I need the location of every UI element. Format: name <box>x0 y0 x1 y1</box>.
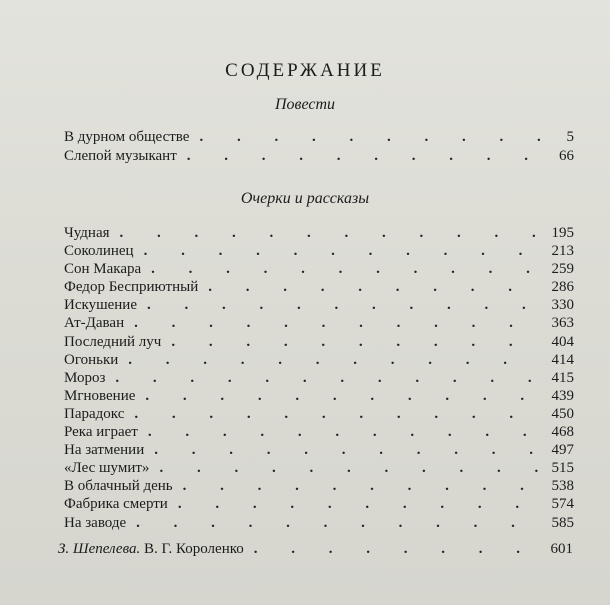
toc-entry[interactable] <box>64 459 574 477</box>
dot-leader <box>134 242 540 260</box>
toc-entry[interactable] <box>64 477 574 495</box>
dot-leader <box>177 147 540 166</box>
toc-entry-title: Слепой музыкант <box>64 148 177 164</box>
toc-entry-page: 574 <box>551 496 574 513</box>
toc-entry-title: Сон Макара <box>64 261 142 278</box>
dot-leader <box>105 369 540 387</box>
section-heading-ocherki: Очерки и рассказы <box>240 190 370 207</box>
toc-entry-page: 450 <box>551 405 574 422</box>
dot-leader <box>135 387 540 405</box>
toc-entry-title: Парадокс <box>64 405 125 422</box>
afterword-subject: В. Г. Короленко <box>144 541 244 557</box>
dot-leader <box>126 514 540 532</box>
dot-leader <box>173 477 540 495</box>
toc-entry[interactable] <box>64 423 574 441</box>
toc-entry-page: 538 <box>551 478 574 495</box>
toc-entry-page: 468 <box>551 424 574 441</box>
dot-leader <box>168 495 540 513</box>
toc-entry-page: 415 <box>551 369 574 386</box>
toc-entry-title: Искушение <box>64 297 137 314</box>
dot-leader <box>141 260 540 278</box>
toc-entry[interactable] <box>64 260 574 278</box>
toc-entry-page: 259 <box>551 261 574 278</box>
dot-leader <box>161 333 540 351</box>
toc-entry[interactable] <box>64 224 574 242</box>
toc-entry-page: 414 <box>551 351 574 368</box>
dot-leader <box>144 441 540 459</box>
toc-entry-title: В дурном обществе <box>64 129 190 145</box>
afterword-author: З. Шепелева. <box>58 541 141 557</box>
toc-entry-page: 497 <box>551 442 574 459</box>
toc-entry-title: Огоньки <box>64 351 119 368</box>
toc-entry-title: Мгновение <box>64 387 136 404</box>
toc-entry-page: 439 <box>551 387 574 404</box>
toc-entry[interactable] <box>64 441 574 459</box>
page-title: СОДЕРЖАНИЕ <box>225 60 385 81</box>
toc-entry[interactable] <box>64 242 574 260</box>
toc-entry-afterword[interactable] <box>58 540 573 559</box>
toc-entry[interactable] <box>64 514 574 532</box>
toc-entry-title: Мороз <box>64 369 106 386</box>
toc-entry[interactable] <box>64 314 574 332</box>
dot-leader <box>149 459 540 477</box>
toc-entry-title: Последний луч <box>64 333 162 350</box>
toc-entry-page: 585 <box>551 514 574 531</box>
afterword-title <box>58 540 244 559</box>
toc-entry[interactable] <box>64 369 574 387</box>
toc-entry[interactable] <box>64 405 574 423</box>
dot-leader <box>118 351 540 369</box>
dot-leader <box>189 128 540 147</box>
afterword-page: 601 <box>550 541 573 557</box>
toc-entry[interactable] <box>64 147 574 166</box>
toc-entry[interactable] <box>64 333 574 351</box>
toc-list-povesti <box>64 128 574 166</box>
dot-leader <box>110 224 540 242</box>
toc-entry-title: «Лес шумит» <box>64 460 150 477</box>
toc-entry-title: Ат-Даван <box>64 315 125 332</box>
toc-entry-title: Федор Бесприютный <box>64 279 199 296</box>
dot-leader <box>124 314 540 332</box>
toc-list-ocherki <box>64 224 574 532</box>
dot-leader <box>124 405 540 423</box>
toc-entry[interactable] <box>64 278 574 296</box>
toc-entry-page: 66 <box>559 148 574 164</box>
toc-entry-page: 213 <box>551 243 574 260</box>
toc-entry-page: 363 <box>551 315 574 332</box>
toc-entry-page: 286 <box>551 279 574 296</box>
toc-entry[interactable] <box>64 296 574 314</box>
dot-leader <box>137 296 540 314</box>
toc-entry[interactable] <box>64 387 574 405</box>
toc-entry-title: В облачный день <box>64 478 173 495</box>
toc-entry-page: 195 <box>551 225 574 241</box>
toc-entry-page: 330 <box>551 297 574 314</box>
toc-entry[interactable] <box>64 495 574 513</box>
section-heading-povesti: Повести <box>274 96 336 113</box>
toc-entry-title: Соколинец <box>64 243 134 260</box>
dot-leader <box>244 540 539 559</box>
toc-afterword <box>58 540 573 559</box>
toc-entry-title: На затмении <box>64 442 145 459</box>
dot-leader <box>138 423 540 441</box>
toc-entry-page: 515 <box>551 460 574 477</box>
toc-entry-page: 404 <box>551 333 574 350</box>
toc-entry-title: Чудная <box>64 225 110 241</box>
toc-entry-title: Фабрика смерти <box>64 496 168 513</box>
toc-entry[interactable] <box>64 128 574 147</box>
toc-entry-title: Река играет <box>64 424 138 441</box>
toc-entry-page: 5 <box>566 129 574 145</box>
toc-entry-title: На заводе <box>64 514 127 531</box>
dot-leader <box>198 278 540 296</box>
toc-entry[interactable] <box>64 351 574 369</box>
